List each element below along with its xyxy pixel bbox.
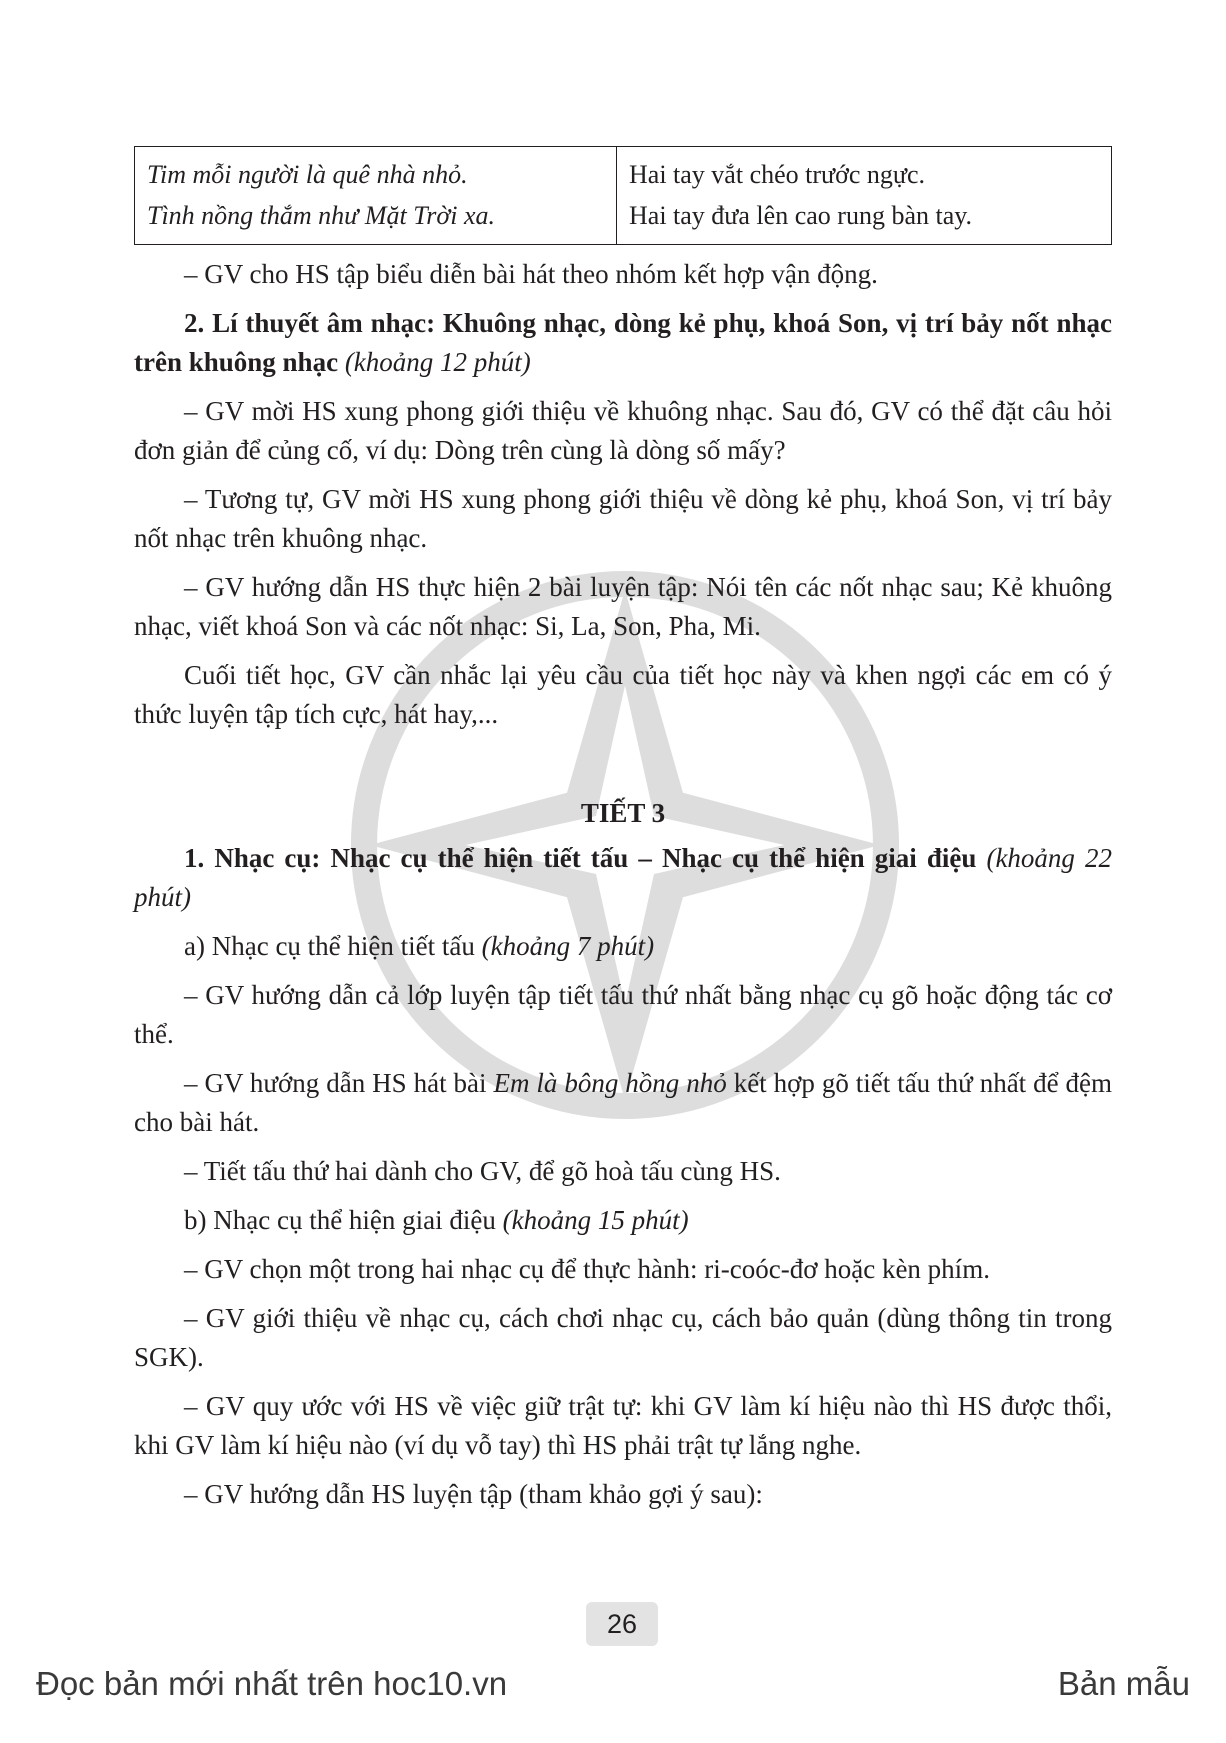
lyric-line: Tim mỗi người là quê nhà nhỏ. [147,160,468,189]
page-content [134,146,1112,1514]
subsection-label: a) Nhạc cụ thể hiện tiết tấu [184,931,475,961]
paragraph: – GV cho HS tập biểu diễn bài hát theo nhóm kết hợp vận động. [184,259,878,289]
footer-edition-label: Bản mẫu [1057,1665,1190,1702]
paragraph: – Tương tự, GV mời HS xung phong giới thiệu về dòng kẻ phụ, khoá Son, vị trí bảy nốt nhạc trên khuông nhạc. [134,484,1112,553]
table-row [135,147,1112,245]
footer-link-text: Đọc bản mới nhất trên hoc10.vn [36,1665,508,1702]
section-heading-text: 1. Nhạc cụ: Nhạc cụ thể hiện tiết tấu – Nhạc cụ thể hiện giai điệu [184,843,977,873]
time-note: (khoảng 15 phút) [502,1205,689,1235]
time-note: (khoảng 7 phút) [481,931,655,961]
text: – GV hướng dẫn HS hát bài [184,1068,487,1098]
lesson-title: TIẾT 3 [580,798,666,828]
action-line: Hai tay vắt chéo trước ngực. [629,160,926,189]
subsection-heading [134,1201,1112,1240]
paragraph: – GV quy ước với HS về việc giữ trật tự: khi GV làm kí hiệu nào thì HS được thổi, khi GV làm kí hiệu nào (ví dụ vỗ tay) thì HS phải trật tự lắng nghe. [134,1391,1112,1460]
page-number: 26 [586,1602,658,1646]
time-note: (khoảng 22 phút) [134,843,1113,912]
paragraph: – GV hướng dẫn cả lớp luyện tập tiết tấu thứ nhất bằng nhạc cụ gõ hoặc động tác cơ thể. [134,980,1112,1049]
paragraph: – GV giới thiệu về nhạc cụ, cách chơi nhạc cụ, cách bảo quản (dùng thông tin trong SGK). [134,1303,1112,1372]
lyrics-actions-table [134,146,1112,245]
action-line: Hai tay đưa lên cao rung bàn tay. [629,201,973,230]
paragraph: – GV chọn một trong hai nhạc cụ để thực hành: ri-coóc-đơ hoặc kèn phím. [184,1254,990,1284]
actions-cell [617,147,1112,245]
lyrics-cell [135,147,617,245]
paragraph: – GV hướng dẫn HS thực hiện 2 bài luyện tập: Nói tên các nốt nhạc sau; Kẻ khuông nhạc, viết khoá Son và các nốt nhạc: Si, La, Son, Pha, Mi. [134,572,1112,641]
paragraph: – GV hướng dẫn HS luyện tập (tham khảo gợi ý sau): [184,1479,763,1509]
song-title: Em là bông hồng nhỏ [493,1068,727,1098]
lyric-line: Tình nồng thắm như Mặt Trời xa. [147,201,496,230]
subsection-heading [134,927,1112,966]
text: kết hợp gõ tiết tấu thứ nhất để đệm cho bài hát. [134,1068,1113,1137]
paragraph: – GV mời HS xung phong giới thiệu về khuông nhạc. Sau đó, GV có thể đặt câu hỏi đơn giản để củng cố, ví dụ: Dòng trên cùng là dòng số mấy? [134,396,1112,465]
paragraph: – Tiết tấu thứ hai dành cho GV, để gõ hoà tấu cùng HS. [184,1156,781,1186]
section-heading [134,839,1112,917]
section-heading-text: 2. Lí thuyết âm nhạc: Khuông nhạc, dòng kẻ phụ, khoá Son, vị trí bảy nốt nhạc trên khuông nhạc [134,308,1112,377]
section-heading [134,304,1112,382]
subsection-label: b) Nhạc cụ thể hiện giai điệu [184,1205,496,1235]
time-note: (khoảng 12 phút) [344,347,531,377]
paragraph [134,1064,1112,1142]
paragraph: Cuối tiết học, GV cần nhắc lại yêu cầu của tiết học này và khen ngợi các em có ý thức luyện tập tích cực, hát hay,... [134,660,1112,729]
